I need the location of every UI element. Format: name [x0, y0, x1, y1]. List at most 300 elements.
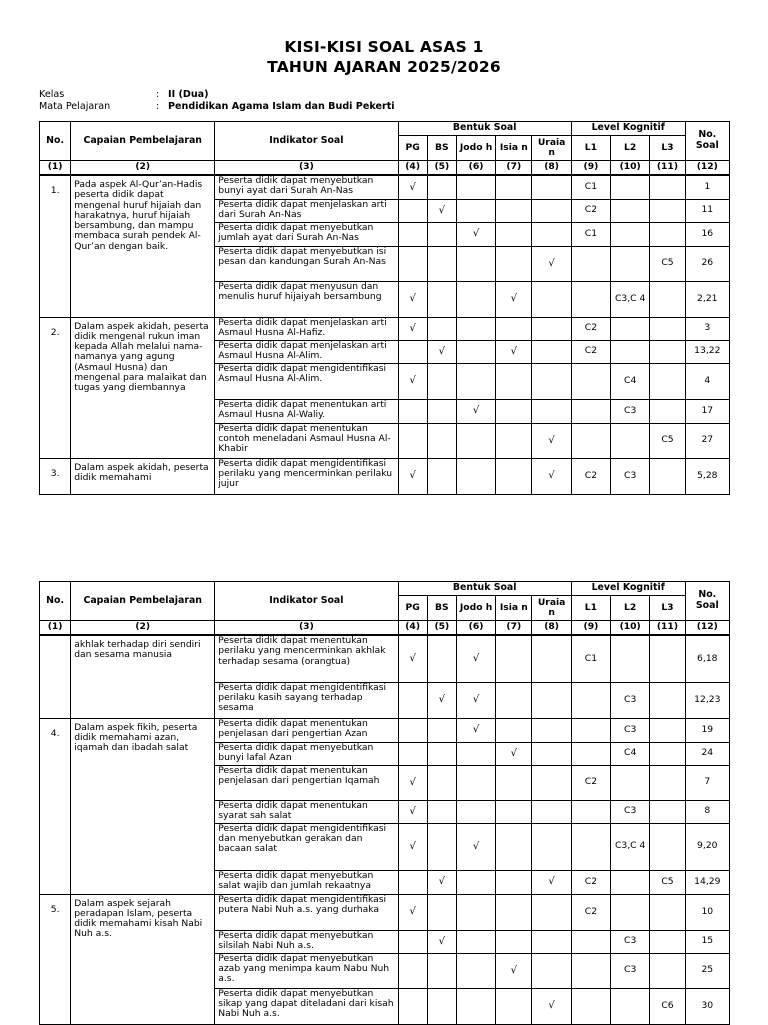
- no-soal-cell: 4: [685, 363, 729, 399]
- jodoh-cell: √: [456, 635, 495, 682]
- level-l2-cell: C3,C 4: [611, 823, 650, 870]
- level-l3-cell: C5: [650, 870, 685, 894]
- level-l1-cell: C2: [571, 317, 610, 340]
- pg-cell: [398, 718, 427, 742]
- uraian-cell: [532, 682, 571, 718]
- col-num-label: (9): [571, 161, 610, 176]
- bs-cell: [427, 742, 456, 765]
- bs-cell: [427, 423, 456, 458]
- level-l2-cell: [611, 199, 650, 222]
- isian-cell: [496, 800, 532, 823]
- group-number: 1.: [40, 175, 71, 317]
- pg-cell: [398, 199, 427, 222]
- level-l2-cell: [611, 246, 650, 281]
- level-l3-cell: [650, 635, 685, 682]
- level-l1-cell: [571, 363, 610, 399]
- header-l2: L2: [611, 596, 650, 621]
- isian-cell: [496, 399, 532, 423]
- jodoh-cell: √: [456, 718, 495, 742]
- indikator-soal: Peserta didik dapat menyebutkan silsilah Nabi Nuh a.s.: [215, 930, 398, 953]
- document-title: KISI-KISI SOAL ASAS 1: [284, 38, 484, 56]
- group-number: 5.: [40, 894, 71, 1024]
- isian-cell: [496, 894, 532, 930]
- level-l1-cell: [571, 823, 610, 870]
- capaian-pembelajaran: Dalam aspek akidah, peserta didik mengenal rukun iman kepada Allah melalui nama-namanya yang agung (Asmaul Husna) dan mengenal para malaikat dan tugas yang diembannya: [71, 317, 215, 458]
- indikator-soal: Peserta didik dapat menentukan penjelasan dari pengertian Iqamah: [215, 765, 398, 800]
- level-l2-cell: C3: [611, 682, 650, 718]
- indikator-soal: Peserta didik dapat menjelaskan arti dari Surah An-Nas: [215, 199, 398, 222]
- level-l1-cell: C1: [571, 175, 610, 199]
- uraian-cell: √: [532, 423, 571, 458]
- level-l1-cell: [571, 423, 610, 458]
- jodoh-cell: [456, 423, 495, 458]
- level-l3-cell: [650, 399, 685, 423]
- level-l2-cell: C4: [611, 363, 650, 399]
- header-l1: L1: [571, 596, 610, 621]
- kelas-separator: :: [156, 89, 160, 100]
- table1-body: [40, 161, 730, 495]
- level-l3-cell: [650, 894, 685, 930]
- indikator-soal: Peserta didik dapat menentukan syarat sah salat: [215, 800, 398, 823]
- level-l1-cell: [571, 988, 610, 1024]
- mapel-value: Pendidikan Agama Islam dan Budi Pekerti: [168, 101, 395, 112]
- pg-cell: [398, 222, 427, 246]
- mapel-label: Mata Pelajaran: [39, 101, 111, 112]
- indikator-soal: Peserta didik dapat menentukan contoh meneladani Asmaul Husna Al-Khabir: [215, 423, 398, 458]
- header-no-soal: No. Soal: [685, 582, 729, 621]
- indikator-soal: Peserta didik dapat mengidentifikasi dan menyebutkan gerakan dan bacaan salat: [215, 823, 398, 870]
- no-soal-cell: 19: [685, 718, 729, 742]
- indikator-soal: Peserta didik dapat menyebutkan bunyi ayat dari Surah An-Nas: [215, 175, 398, 199]
- level-l2-cell: [611, 175, 650, 199]
- indikator-soal: Peserta didik dapat mengidentifikasi putera Nabi Nuh a.s. yang durhaka: [215, 894, 398, 930]
- level-l2-cell: [611, 870, 650, 894]
- table-row: [40, 458, 730, 494]
- uraian-cell: [532, 175, 571, 199]
- isian-cell: [496, 930, 532, 953]
- isian-cell: [496, 635, 532, 682]
- level-l1-cell: C2: [571, 458, 610, 494]
- level-l1-cell: [571, 281, 610, 317]
- group-number: [40, 635, 71, 718]
- no-soal-cell: 6,18: [685, 635, 729, 682]
- level-l2-cell: C3: [611, 399, 650, 423]
- uraian-cell: [532, 930, 571, 953]
- uraian-cell: √: [532, 458, 571, 494]
- level-l2-cell: [611, 340, 650, 363]
- header-indikator: Indikator Soal: [215, 122, 398, 161]
- capaian-pembelajaran: akhlak terhadap diri sendiri dan sesama manusia: [71, 635, 215, 718]
- level-l3-cell: [650, 800, 685, 823]
- level-l3-cell: [650, 458, 685, 494]
- pg-cell: [398, 953, 427, 988]
- level-l1-cell: [571, 246, 610, 281]
- bs-cell: [427, 635, 456, 682]
- header-bentuk-soal: Bentuk Soal: [398, 122, 571, 136]
- col-num-label: (2): [71, 621, 215, 636]
- level-l2-cell: C4: [611, 742, 650, 765]
- header-l1: L1: [571, 136, 610, 161]
- isian-cell: [496, 175, 532, 199]
- header-no: No.: [40, 122, 71, 161]
- jodoh-cell: [456, 458, 495, 494]
- bs-cell: [427, 823, 456, 870]
- pg-cell: √: [398, 765, 427, 800]
- indikator-soal: Peserta didik dapat menyebutkan bunyi lafal Azan: [215, 742, 398, 765]
- kelas-label: Kelas: [39, 89, 65, 100]
- level-l3-cell: C5: [650, 423, 685, 458]
- level-l3-cell: [650, 682, 685, 718]
- no-soal-cell: 17: [685, 399, 729, 423]
- uraian-cell: [532, 363, 571, 399]
- no-soal-cell: 5,28: [685, 458, 729, 494]
- no-soal-cell: 15: [685, 930, 729, 953]
- pg-cell: [398, 682, 427, 718]
- isian-cell: [496, 317, 532, 340]
- capaian-pembelajaran: Dalam aspek akidah, peserta didik memahami: [71, 458, 215, 494]
- col-num-label: (5): [427, 161, 456, 176]
- level-l3-cell: [650, 930, 685, 953]
- uraian-cell: [532, 399, 571, 423]
- col-num-label: (3): [215, 621, 398, 636]
- level-l1-cell: [571, 399, 610, 423]
- indikator-soal: Peserta didik dapat menentukan arti Asmaul Husna Al-Waliy.: [215, 399, 398, 423]
- uraian-cell: [532, 317, 571, 340]
- level-l2-cell: C3: [611, 718, 650, 742]
- jodoh-cell: √: [456, 823, 495, 870]
- level-l1-cell: C2: [571, 340, 610, 363]
- jodoh-cell: [456, 894, 495, 930]
- level-l3-cell: [650, 953, 685, 988]
- no-soal-cell: 13,22: [685, 340, 729, 363]
- uraian-cell: √: [532, 870, 571, 894]
- no-soal-cell: 27: [685, 423, 729, 458]
- indikator-soal: Peserta didik dapat menjelaskan arti Asmaul Husna Al-Alim.: [215, 340, 398, 363]
- isian-cell: [496, 718, 532, 742]
- bs-cell: √: [427, 682, 456, 718]
- pg-cell: [398, 246, 427, 281]
- uraian-cell: [532, 894, 571, 930]
- group-number: 3.: [40, 458, 71, 494]
- isian-cell: [496, 363, 532, 399]
- col-num-label: (11): [650, 621, 685, 636]
- level-l3-cell: [650, 765, 685, 800]
- isian-cell: [496, 246, 532, 281]
- uraian-cell: [532, 281, 571, 317]
- indikator-soal: Peserta didik dapat mengidentifikasi Asmaul Husna Al-Alim.: [215, 363, 398, 399]
- jodoh-cell: [456, 930, 495, 953]
- col-num-label: (4): [398, 621, 427, 636]
- indikator-soal: Peserta didik dapat menentukan penjelasan dari pengertian Azan: [215, 718, 398, 742]
- isian-cell: √: [496, 953, 532, 988]
- capaian-pembelajaran: Dalam aspek fikih, peserta didik memahami azan, iqamah dan ibadah salat: [71, 718, 215, 894]
- col-num-label: (1): [40, 161, 71, 176]
- bs-cell: [427, 175, 456, 199]
- col-num-label: (6): [456, 621, 495, 636]
- level-l2-cell: C3: [611, 458, 650, 494]
- isian-cell: √: [496, 742, 532, 765]
- uraian-cell: √: [532, 988, 571, 1024]
- jodoh-cell: [456, 199, 495, 222]
- uraian-cell: [532, 953, 571, 988]
- bs-cell: [427, 363, 456, 399]
- level-l2-cell: C3: [611, 930, 650, 953]
- level-l3-cell: [650, 363, 685, 399]
- level-l3-cell: [650, 823, 685, 870]
- level-l3-cell: C5: [650, 246, 685, 281]
- isian-cell: [496, 222, 532, 246]
- no-soal-cell: 16: [685, 222, 729, 246]
- jodoh-cell: [456, 175, 495, 199]
- isian-cell: [496, 199, 532, 222]
- table-row: [40, 175, 730, 199]
- pg-cell: √: [398, 317, 427, 340]
- pg-cell: √: [398, 458, 427, 494]
- no-soal-cell: 26: [685, 246, 729, 281]
- bs-cell: [427, 894, 456, 930]
- bs-cell: √: [427, 340, 456, 363]
- isian-cell: [496, 458, 532, 494]
- jodoh-cell: [456, 363, 495, 399]
- no-soal-cell: 10: [685, 894, 729, 930]
- level-l1-cell: C2: [571, 894, 610, 930]
- pg-cell: √: [398, 635, 427, 682]
- header-uraian: Uraia n: [532, 596, 571, 621]
- no-soal-cell: 11: [685, 199, 729, 222]
- indikator-soal: Peserta didik dapat menyebutkan isi pesan dan kandungan Surah An-Nas: [215, 246, 398, 281]
- header-isian: Isia n: [496, 136, 532, 161]
- jodoh-cell: √: [456, 399, 495, 423]
- no-soal-cell: 2,21: [685, 281, 729, 317]
- header-pg: PG: [398, 596, 427, 621]
- jodoh-cell: [456, 800, 495, 823]
- jodoh-cell: [456, 953, 495, 988]
- level-l3-cell: [650, 317, 685, 340]
- jodoh-cell: [456, 340, 495, 363]
- jodoh-cell: [456, 870, 495, 894]
- uraian-cell: [532, 800, 571, 823]
- indikator-soal: Peserta didik dapat mengidentifikasi perilaku kasih sayang terhadap sesama: [215, 682, 398, 718]
- indikator-soal: Peserta didik dapat menyebutkan azab yang menimpa kaum Nabu Nuh a.s.: [215, 953, 398, 988]
- pg-cell: [398, 988, 427, 1024]
- level-l2-cell: C3: [611, 800, 650, 823]
- indikator-soal: Peserta didik dapat mengidentifikasi perilaku yang mencerminkan perilaku jujur: [215, 458, 398, 494]
- header-bentuk-soal: Bentuk Soal: [398, 582, 571, 596]
- level-l3-cell: [650, 340, 685, 363]
- pg-cell: [398, 870, 427, 894]
- col-num-label: (3): [215, 161, 398, 176]
- level-l2-cell: [611, 317, 650, 340]
- isian-cell: [496, 682, 532, 718]
- isian-cell: [496, 988, 532, 1024]
- col-num-label: (10): [611, 161, 650, 176]
- indikator-soal: Peserta didik dapat menjelaskan arti Asmaul Husna Al-Hafiz.: [215, 317, 398, 340]
- bs-cell: [427, 953, 456, 988]
- jodoh-cell: [456, 988, 495, 1024]
- col-num-label: (8): [532, 161, 571, 176]
- header-bs: BS: [427, 136, 456, 161]
- col-num-label: (10): [611, 621, 650, 636]
- level-l2-cell: [611, 635, 650, 682]
- indikator-soal: Peserta didik dapat menyebutkan jumlah ayat dari Surah An-Nas: [215, 222, 398, 246]
- pg-cell: [398, 423, 427, 458]
- col-num-label: (8): [532, 621, 571, 636]
- header-l3: L3: [650, 136, 685, 161]
- no-soal-cell: 12,23: [685, 682, 729, 718]
- table-row: [40, 718, 730, 742]
- header-no-soal: No. Soal: [685, 122, 729, 161]
- level-l2-cell: [611, 222, 650, 246]
- mapel-separator: :: [156, 101, 160, 112]
- level-l3-cell: [650, 175, 685, 199]
- header-jodoh: Jodo h: [456, 596, 495, 621]
- level-l1-cell: C2: [571, 765, 610, 800]
- isian-cell: [496, 423, 532, 458]
- level-l3-cell: [650, 742, 685, 765]
- level-l1-cell: [571, 742, 610, 765]
- level-l2-cell: C3,C 4: [611, 281, 650, 317]
- uraian-cell: [532, 199, 571, 222]
- pg-cell: √: [398, 823, 427, 870]
- uraian-cell: [532, 222, 571, 246]
- kisi-kisi-table-page1: [39, 121, 730, 495]
- group-number: 4.: [40, 718, 71, 894]
- col-num-label: (12): [685, 161, 729, 176]
- level-l2-cell: [611, 423, 650, 458]
- level-l1-cell: [571, 930, 610, 953]
- pg-cell: √: [398, 175, 427, 199]
- bs-cell: [427, 718, 456, 742]
- isian-cell: √: [496, 340, 532, 363]
- header-pg: PG: [398, 136, 427, 161]
- bs-cell: [427, 800, 456, 823]
- bs-cell: √: [427, 199, 456, 222]
- isian-cell: √: [496, 281, 532, 317]
- header-level-kognitif: Level Kognitif: [571, 122, 685, 136]
- col-num-label: (6): [456, 161, 495, 176]
- level-l2-cell: [611, 765, 650, 800]
- col-num-label: (1): [40, 621, 71, 636]
- level-l3-cell: [650, 281, 685, 317]
- level-l2-cell: C3: [611, 953, 650, 988]
- uraian-cell: [532, 635, 571, 682]
- header-jodoh: Jodo h: [456, 136, 495, 161]
- level-l1-cell: [571, 800, 610, 823]
- header-l3: L3: [650, 596, 685, 621]
- uraian-cell: [532, 340, 571, 363]
- jodoh-cell: [456, 765, 495, 800]
- no-soal-cell: 9,20: [685, 823, 729, 870]
- header-level-kognitif: Level Kognitif: [571, 582, 685, 596]
- header-isian: Isia n: [496, 596, 532, 621]
- bs-cell: [427, 458, 456, 494]
- level-l1-cell: [571, 953, 610, 988]
- pg-cell: [398, 930, 427, 953]
- meta-kelas-row: [39, 89, 209, 100]
- bs-cell: [427, 246, 456, 281]
- jodoh-cell: √: [456, 222, 495, 246]
- pg-cell: √: [398, 800, 427, 823]
- no-soal-cell: 8: [685, 800, 729, 823]
- no-soal-cell: 14,29: [685, 870, 729, 894]
- header-no: No.: [40, 582, 71, 621]
- no-soal-cell: 3: [685, 317, 729, 340]
- no-soal-cell: 30: [685, 988, 729, 1024]
- col-num-label: (7): [496, 161, 532, 176]
- level-l3-cell: [650, 718, 685, 742]
- pg-cell: √: [398, 894, 427, 930]
- isian-cell: [496, 765, 532, 800]
- table-row: [40, 635, 730, 682]
- table2-body: [40, 621, 730, 1025]
- no-soal-cell: 7: [685, 765, 729, 800]
- uraian-cell: √: [532, 246, 571, 281]
- isian-cell: [496, 870, 532, 894]
- header-indikator: Indikator Soal: [215, 582, 398, 621]
- isian-cell: [496, 823, 532, 870]
- level-l1-cell: [571, 718, 610, 742]
- col-num-label: (7): [496, 621, 532, 636]
- uraian-cell: [532, 823, 571, 870]
- level-l1-cell: C2: [571, 199, 610, 222]
- jodoh-cell: √: [456, 682, 495, 718]
- col-num-label: (12): [685, 621, 729, 636]
- meta-mapel-row: [39, 101, 395, 112]
- level-l2-cell: [611, 988, 650, 1024]
- bs-cell: [427, 317, 456, 340]
- capaian-pembelajaran: Pada aspek Al-Qur’an-Hadis peserta didik dapat mengenal huruf hijaiah dan harakatnya, huruf hijaiah bersambung, dan mampu membaca surah pendek Al-Qur’an dengan baik.: [71, 175, 215, 317]
- no-soal-cell: 25: [685, 953, 729, 988]
- level-l2-cell: [611, 894, 650, 930]
- pg-cell: [398, 340, 427, 363]
- header-l2: L2: [611, 136, 650, 161]
- level-l3-cell: C6: [650, 988, 685, 1024]
- bs-cell: √: [427, 930, 456, 953]
- jodoh-cell: [456, 317, 495, 340]
- bs-cell: [427, 399, 456, 423]
- col-num-label: (11): [650, 161, 685, 176]
- jodoh-cell: [456, 246, 495, 281]
- jodoh-cell: [456, 281, 495, 317]
- pg-cell: √: [398, 281, 427, 317]
- bs-cell: √: [427, 870, 456, 894]
- table-row: [40, 317, 730, 340]
- level-l3-cell: [650, 199, 685, 222]
- col-num-label: (2): [71, 161, 215, 176]
- indikator-soal: Peserta didik dapat menentukan perilaku yang mencerminkan akhlak terhadap sesama (orangtua): [215, 635, 398, 682]
- col-num-label: (9): [571, 621, 610, 636]
- col-num-label: (5): [427, 621, 456, 636]
- group-number: 2.: [40, 317, 71, 458]
- header-capaian: Capaian Pembelajaran: [71, 122, 215, 161]
- kelas-value: II (Dua): [168, 89, 209, 100]
- bs-cell: [427, 281, 456, 317]
- header-uraian: Uraia n: [532, 136, 571, 161]
- level-l1-cell: C1: [571, 222, 610, 246]
- pg-cell: [398, 742, 427, 765]
- bs-cell: [427, 988, 456, 1024]
- indikator-soal: Peserta didik dapat menyebutkan sikap yang dapat diteladani dari kisah Nabi Nuh a.s.: [215, 988, 398, 1024]
- header-bs: BS: [427, 596, 456, 621]
- indikator-soal: Peserta didik dapat menyusun dan menulis huruf hijaiyah bersambung: [215, 281, 398, 317]
- no-soal-cell: 24: [685, 742, 729, 765]
- jodoh-cell: [456, 742, 495, 765]
- col-num-label: (4): [398, 161, 427, 176]
- pg-cell: √: [398, 363, 427, 399]
- uraian-cell: [532, 718, 571, 742]
- no-soal-cell: 1: [685, 175, 729, 199]
- capaian-pembelajaran: Dalam aspek sejarah peradapan Islam, peserta didik memahami kisah Nabi Nuh a.s.: [71, 894, 215, 1024]
